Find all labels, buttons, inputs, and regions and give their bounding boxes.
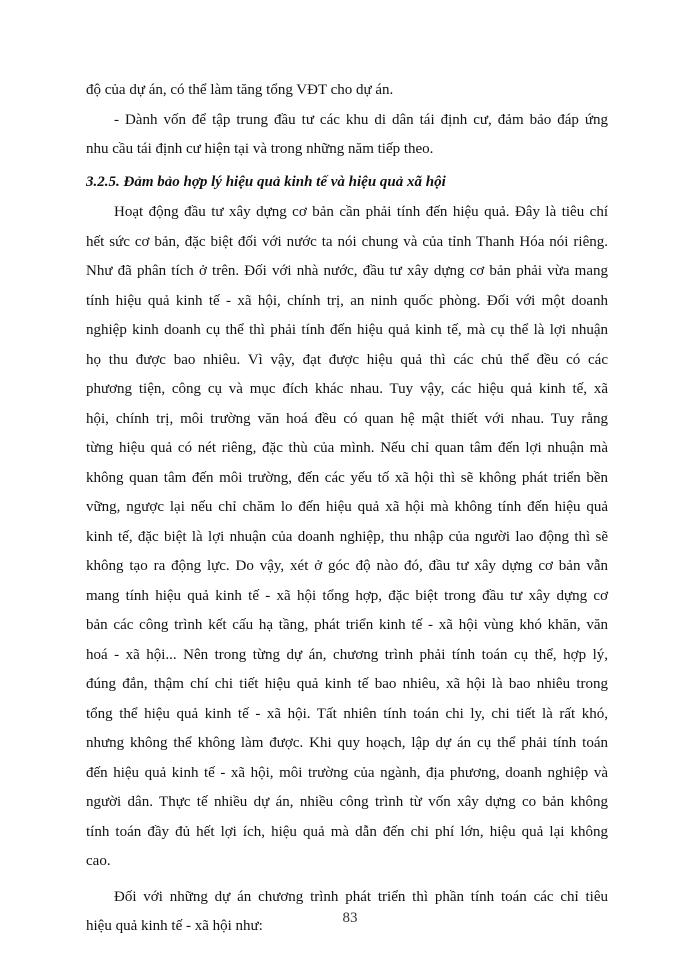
paragraph-line: Như đã phân tích ở trên. Đối với nhà nước, đầu tư xây dựng cơ bản phải vừa mang	[86, 263, 608, 279]
paragraph-line: hoá - xã hội... Nên trong từng dự án, chương trình phải tính toán cụ thể, hợp lý,	[86, 646, 608, 663]
paragraph-line: mang tính hiệu quả kinh tế - xã hội tổng hợp, đặc biệt trong đầu tư xây dựng cơ	[86, 587, 608, 604]
paragraph-line: đến hiệu quả kinh tế - xã hội, môi trường của ngành, địa phương, doanh nghiệp và	[86, 764, 608, 781]
paragraph-line: không tạo ra động lực. Do vậy, xét ở góc độ nào đó, đầu tư xây dựng cơ bản vẫn	[86, 558, 608, 574]
paragraph-1	[86, 198, 608, 877]
paragraph-line: cao.	[86, 853, 111, 869]
intro-line: - Dành vốn để tập trung đầu tư các khu di dân tái định cư, đảm bảo đáp ứng	[114, 111, 608, 128]
paragraph-line: hết sức cơ bản, đặc biệt đối với nước ta nói chung và của tỉnh Thanh Hóa nói riêng.	[86, 233, 608, 250]
paragraph-line: nghiệp kinh doanh cụ thể thì phải tính đến hiệu quả kinh tế, mà cụ thể là lợi nhuận	[86, 322, 608, 338]
paragraph-line: Đối với những dự án chương trình phát triển thì phần tính toán các chỉ tiêu	[114, 888, 608, 905]
document-page	[86, 76, 608, 942]
page-number: 83	[342, 910, 358, 926]
paragraph-line: Hoạt động đầu tư xây dựng cơ bản cần phải tính đến hiệu quả. Đây là tiêu chí	[114, 204, 608, 220]
paragraph-line: người dân. Thực tế nhiều dự án, nhiều công trình từ vốn xây dựng co bản không	[86, 794, 608, 810]
paragraph-line: hiệu quả kinh tế - xã hội như:	[86, 918, 263, 934]
paragraph-line: từng hiệu quả có nét riêng, đặc thù của mình. Nếu chỉ quan tâm đến lợi nhuận mà	[86, 440, 608, 456]
paragraph-line: bản các công trình kết cấu hạ tầng, phát triển kinh tế - xã hội vùng khó khăn, văn	[86, 617, 608, 633]
paragraph-line: tính toán đầy đủ hết lợi ích, hiệu quả mà dẫn đến chi phí lớn, hiệu quả lại không	[86, 823, 608, 840]
paragraph-line: không quan tâm đến môi trường, đến các yếu tố xã hội thì sẽ không phát triển bền	[86, 469, 608, 486]
intro-line: nhu cầu tái định cư hiện tại và trong những năm tiếp theo.	[86, 141, 434, 157]
paragraph-line: nhưng không thể không làm được. Khi quy hoạch, lập dự án cụ thể phải tính toán	[86, 735, 608, 751]
paragraph-line: tính hiệu quả kinh tế - xã hội, chính trị, an ninh quốc phòng. Đối với một doanh	[86, 292, 608, 309]
paragraph-line: kinh tế, đặc biệt là lợi nhuận của doanh nghiệp, thu nhập của người lao động thì sẽ	[86, 528, 608, 545]
paragraph-line: phương tiện, công cụ và mục đích khác nhau. Tuy vậy, các hiệu quả kinh tế, xã	[86, 381, 608, 397]
section-heading: 3.2.5. Đảm bảo hợp lý hiệu quả kinh tế và hiệu quả xã hội	[86, 173, 446, 190]
paragraph-line: hội, chính trị, môi trường văn hoá đều có quan hệ mật thiết với nhau. Tuy rằng	[86, 410, 608, 427]
paragraph-line: đúng đắn, thậm chí chi tiết hiệu quả kinh tế bao nhiêu, xã hội là bao nhiêu trong	[86, 676, 608, 692]
paragraph-line: tổng thể hiệu quả kinh tế - xã hội. Tất nhiên tính toán chi ly, chi tiết là rất khó,	[86, 705, 608, 722]
paragraph-line: họ thu được bao nhiêu. Vì vậy, đạt được hiệu quả thì các chủ thể đều có các	[86, 351, 608, 368]
paragraph-line: vững, ngược lại nếu chỉ chăm lo đến hiệu quả xã hội mà không tính đến hiệu quả	[86, 499, 608, 515]
intro-line: độ của dự án, có thể làm tăng tổng VĐT cho dự án.	[86, 82, 394, 98]
